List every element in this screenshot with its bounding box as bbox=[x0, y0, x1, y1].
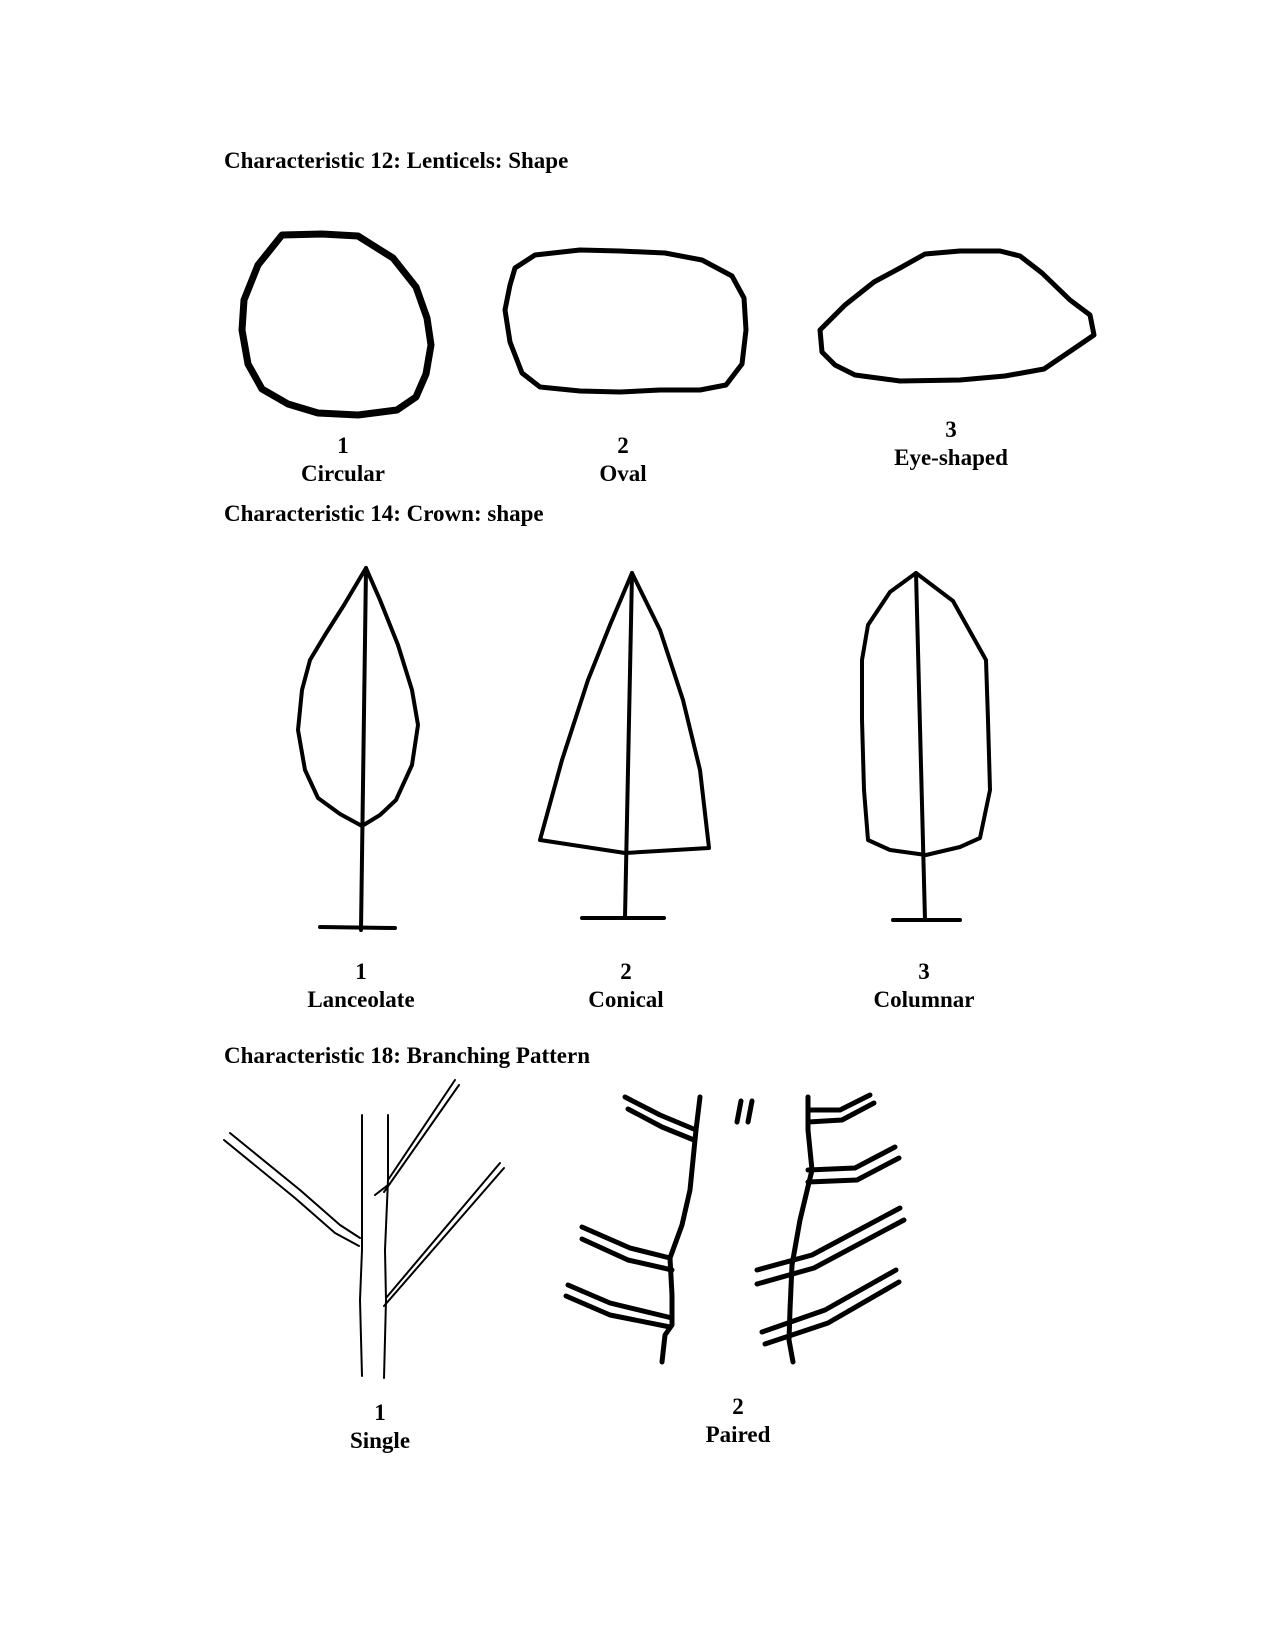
section-heading-lenticels: Characteristic 12: Lenticels: Shape bbox=[224, 148, 569, 173]
conical-crown-icon bbox=[540, 573, 709, 918]
item-number: 1 bbox=[355, 959, 367, 984]
label-lanceolate bbox=[307, 958, 414, 1014]
item-name: Eye-shaped bbox=[894, 445, 1008, 470]
label-eye-shaped bbox=[894, 416, 1008, 472]
label-circular bbox=[301, 432, 385, 488]
section-heading-branching: Characteristic 18: Branching Pattern bbox=[224, 1043, 591, 1068]
eye-shape-icon bbox=[820, 251, 1094, 381]
lanceolate-crown-icon bbox=[298, 568, 418, 930]
circle-shape-icon bbox=[242, 234, 431, 415]
item-number: 1 bbox=[337, 433, 349, 458]
item-name: Circular bbox=[301, 461, 385, 486]
item-number: 2 bbox=[732, 1394, 744, 1419]
item-name: Columnar bbox=[873, 987, 975, 1012]
item-name: Oval bbox=[599, 461, 647, 486]
item-number: 2 bbox=[620, 959, 632, 984]
label-paired bbox=[706, 1393, 771, 1449]
item-name: Conical bbox=[588, 987, 664, 1012]
oval-shape-icon bbox=[505, 250, 746, 392]
item-number: 3 bbox=[918, 959, 930, 984]
label-single bbox=[350, 1399, 410, 1455]
label-oval bbox=[599, 432, 646, 488]
item-number: 1 bbox=[374, 1400, 386, 1425]
columnar-crown-icon bbox=[862, 573, 990, 920]
item-name: Single bbox=[349, 1428, 411, 1453]
item-name: Paired bbox=[705, 1422, 771, 1447]
paired-branching-icon bbox=[566, 1095, 904, 1362]
item-number: 3 bbox=[945, 417, 957, 442]
item-number: 2 bbox=[617, 433, 629, 458]
label-conical bbox=[588, 958, 663, 1014]
section-heading-crown: Characteristic 14: Crown: shape bbox=[224, 501, 544, 526]
single-branching-icon bbox=[224, 1080, 504, 1378]
item-name: Lanceolate bbox=[307, 987, 415, 1012]
label-columnar bbox=[874, 958, 975, 1014]
